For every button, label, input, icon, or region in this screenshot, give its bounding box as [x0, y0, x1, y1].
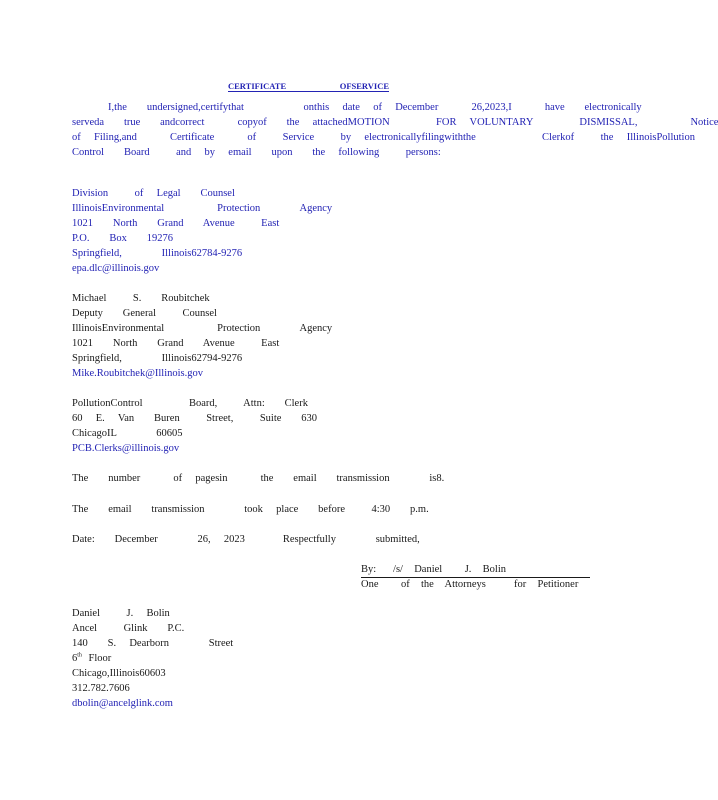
- attorney-name: Daniel J. Bolin: [72, 608, 170, 619]
- recipient-pcb: [72, 396, 317, 456]
- date-line: [72, 532, 420, 547]
- floor-number: 6: [72, 653, 78, 664]
- email-link[interactable]: PCB.Clerks@illinois.gov: [72, 443, 180, 454]
- time-statement: [72, 502, 429, 517]
- certification-line-2: serveda true andcorrect copyof the attachedMOTION FOR VOLUNTARY DISMISSAL, Notice: [72, 117, 718, 128]
- time-statement-text: The email transmission took place before 4:30 p.m.: [72, 504, 429, 515]
- signature-role: One of the Attorneys for Petitioner: [361, 579, 579, 590]
- address-line: IllinoisEnvironmental Protection Agency: [72, 203, 333, 214]
- pages-statement: [72, 471, 444, 486]
- signature-by: By: /s/ Daniel J. Bolin: [361, 563, 590, 578]
- email-link[interactable]: epa.dlc@illinois.gov: [72, 263, 160, 274]
- address-line: P.O. Box 19276: [72, 233, 174, 244]
- attorney-block: [72, 606, 233, 711]
- attorney-phone: 312.782.7606: [72, 683, 130, 694]
- date-text: Date: December 26, 2023: [72, 534, 245, 545]
- email-link[interactable]: Mike.Roubitchek@Illinois.gov: [72, 368, 203, 379]
- recipient-roubitchek: [72, 291, 332, 381]
- certification-line-4: Control Board and by email upon the following persons:: [72, 147, 441, 158]
- address-line: Springfield, Illinois62794-9276: [72, 353, 243, 364]
- address-line: 1021 North Grand Avenue East: [72, 338, 280, 349]
- email-link[interactable]: dbolin@ancelglink.com: [72, 698, 173, 709]
- floor-word: Floor: [81, 653, 112, 664]
- address-line: PollutionControl Board, Attn: Clerk: [72, 398, 308, 409]
- address-line: Springfield, Illinois62784-9276: [72, 248, 243, 259]
- attorney-street: 140 S. Dearborn Street: [72, 638, 234, 649]
- title-part-2: OFSERVICE: [339, 81, 389, 91]
- address-line: Deputy General Counsel: [72, 308, 217, 319]
- attorney-floor: [72, 651, 233, 666]
- document-title: [228, 81, 389, 92]
- address-line: ChicagoIL 60605: [72, 428, 183, 439]
- signature-block: [361, 563, 590, 592]
- recipient-epa: [72, 186, 332, 276]
- attorney-firm: Ancel Glink P.C.: [72, 623, 185, 634]
- closing-text: Respectfully submitted,: [282, 534, 420, 545]
- address-line: 1021 North Grand Avenue East: [72, 218, 280, 229]
- address-line: 60 E. Van Buren Street, Suite 630: [72, 413, 318, 424]
- pages-statement-text: The number of pagesin the email transmission is8.: [72, 473, 445, 484]
- address-line: Division of Legal Counsel: [72, 188, 235, 199]
- floor-suffix: th: [77, 652, 82, 659]
- certification-line-3: of Filing,and Certificate of Service by electronicallyfilingwiththe Clerkof the IllinoisPollution: [72, 132, 695, 143]
- certification-paragraph: [72, 100, 718, 160]
- attorney-city: Chicago,Illinois60603: [72, 668, 166, 679]
- address-line: IllinoisEnvironmental Protection Agency: [72, 323, 333, 334]
- certification-line-1: I,the undersigned,certifythat onthis date of December 26,2023,I have electronically: [108, 102, 642, 113]
- title-part-1: CERTIFICATE: [228, 81, 287, 91]
- address-line: Michael S. Roubitchek: [72, 293, 210, 304]
